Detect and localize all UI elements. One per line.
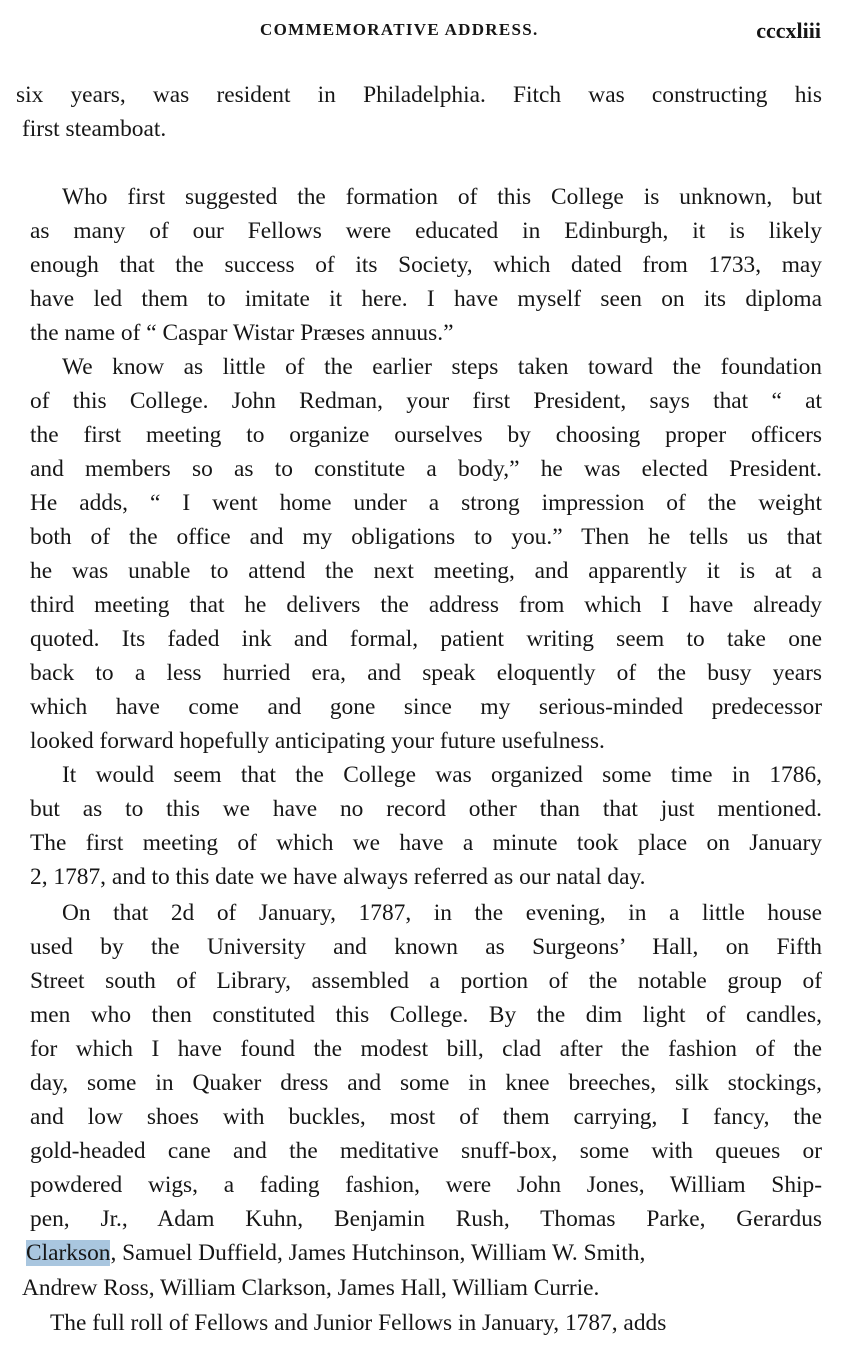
text-line: quoted. Its faded ink and formal, patient writing seem to take one: [30, 626, 822, 652]
text-line: pen, Jr., Adam Kuhn, Benjamin Rush, Thomas Parke, Gerardus: [30, 1206, 822, 1232]
running-header: [0, 18, 841, 46]
text-line: enough that the success of its Society, which dated from 1733, may: [30, 252, 822, 278]
text-line: for which I have found the modest bill, clad after the fashion of the: [30, 1036, 822, 1062]
text-line: he was unable to attend the next meeting, and apparently it is at a: [30, 558, 822, 584]
text-line: as many of our Fellows were educated in Edinburgh, it is likely: [30, 218, 822, 244]
text-line: The first meeting of which we have a minute took place on January: [30, 830, 822, 856]
text-line: six years, was resident in Philadelphia. Fitch was constructing his: [16, 82, 822, 108]
text-line: third meeting that he delivers the address from which I have already: [30, 592, 822, 618]
text-line: and low shoes with buckles, most of them carrying, I fancy, the: [30, 1104, 822, 1130]
text-line: have led them to imitate it here. I have myself seen on its diploma: [30, 286, 822, 312]
text-line: looked forward hopefully anticipating your future usefulness.: [30, 728, 605, 754]
text-line: used by the University and known as Surgeons’ Hall, on Fifth: [30, 934, 822, 960]
text-line: the first meeting to organize ourselves by choosing proper officers: [30, 422, 822, 448]
text-line: which have come and gone since my serious-minded predecessor: [30, 694, 822, 720]
text-line: first steamboat.: [22, 116, 167, 142]
text-line: back to a less hurried era, and speak eloquently of the busy years: [30, 660, 822, 686]
paragraph-start-line: On that 2d of January, 1787, in the evening, in a little house: [62, 900, 822, 926]
text-line: powdered wigs, a fading fashion, were John Jones, William Ship-: [30, 1172, 822, 1198]
text-line-with-selection: [26, 1236, 822, 1270]
text-line: both of the office and my obligations to you.” Then he tells us that: [30, 524, 822, 550]
text-line: 2, 1787, and to this date we have always referred as our natal day.: [30, 864, 646, 890]
text-line: but as to this we have no record other than that just mentioned.: [30, 796, 822, 822]
text-line: day, some in Quaker dress and some in knee breeches, silk stockings,: [30, 1070, 822, 1096]
paragraph-start-line: We know as little of the earlier steps taken toward the foundation: [62, 354, 822, 380]
text-line: of this College. John Redman, your first President, says that “ at: [30, 388, 822, 414]
text-line: Street south of Library, assembled a portion of the notable group of: [30, 968, 822, 994]
text-line: Andrew Ross, William Clarkson, James Hall, William Currie.: [22, 1275, 600, 1301]
text-line: the name of “ Caspar Wistar Præses annuus.”: [30, 320, 454, 346]
paragraph-start-line: Who first suggested the formation of this College is unknown, but: [62, 184, 822, 210]
page-number: cccxliii: [756, 18, 821, 43]
text-line: and members so as to constitute a body,” he was elected President.: [30, 456, 822, 482]
text-line: gold-headed cane and the meditative snuff-box, some with queues or: [30, 1138, 822, 1164]
paragraph-start-line: It would seem that the College was organized some time in 1786,: [62, 762, 822, 788]
text-line-remainder: , Samuel Duffield, James Hutchinson, William W. Smith,: [110, 1240, 646, 1266]
selected-word[interactable]: Clarkson: [26, 1240, 111, 1266]
text-line: He adds, “ I went home under a strong impression of the weight: [30, 490, 822, 516]
text-line: men who then constituted this College. By the dim light of candles,: [30, 1002, 822, 1028]
paragraph-start-line: The full roll of Fellows and Junior Fellows in January, 1787, adds: [50, 1310, 667, 1336]
running-title: COMMEMORATIVE ADDRESS.: [260, 20, 539, 39]
